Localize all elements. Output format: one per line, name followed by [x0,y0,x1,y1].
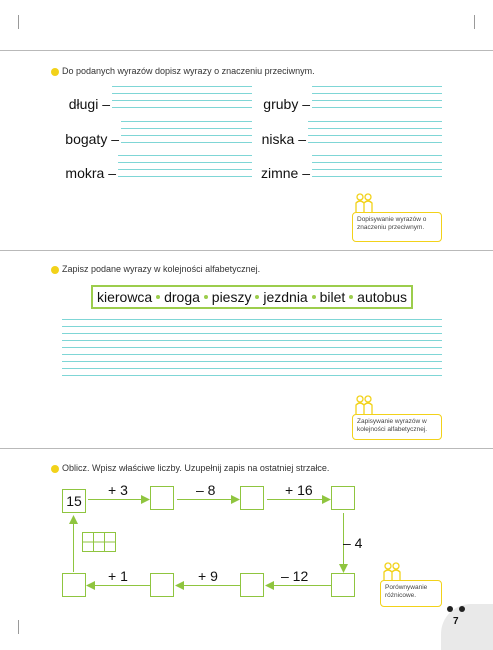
crop-mark [18,620,19,634]
arrow [73,522,74,572]
antonym-prompt: długi – [68,96,110,112]
task-instruction: Oblicz. Wpisz właściwe liczby. Uzupełnij zapis na ostatniej strzałce. [62,463,330,473]
skill-note: Porównywanie różnicowe. [380,580,442,607]
arrowhead-icon [231,495,240,504]
antonym-prompt: niska – [261,131,306,147]
arrowhead-icon [339,564,348,573]
task-bullet [51,68,59,76]
crop-mark [18,15,19,29]
answer-box[interactable] [331,573,355,597]
task-instruction: Zapisz podane wyrazy w kolejności alfabetycznej. [62,264,261,274]
writing-lines[interactable] [62,319,442,382]
crop-mark [474,15,475,29]
page-number: 7 [453,616,459,627]
operation-label: + 16 [285,482,313,498]
operation-label: + 1 [108,568,128,584]
word-item: kierowca [96,289,153,305]
section-divider [0,250,493,251]
children-icon [381,561,403,583]
section-divider [0,50,493,51]
arrow [177,499,236,500]
arrowhead-icon [86,581,95,590]
task-bullet [51,266,59,274]
arrowhead-icon [175,581,184,590]
arrow [181,585,240,586]
separator-dot [255,295,259,299]
answer-box[interactable] [240,486,264,510]
arrowhead-icon [322,495,331,504]
antonym-prompt: zimne – [260,165,310,181]
word-item: pieszy [211,289,252,305]
word-item: jezdnia [263,289,308,305]
arrow [88,499,146,500]
antonym-prompt: mokra – [65,165,116,181]
separator-dot [312,295,316,299]
antonym-prompt: gruby – [263,96,310,112]
operation-label: – 12 [281,568,309,584]
antonym-prompt: bogaty – [65,131,119,147]
answer-box[interactable] [240,573,264,597]
skill-note: Zapisywanie wyrazów w kolejności alfabetycznej. [352,414,442,440]
writing-lines[interactable] [312,86,442,114]
writing-lines[interactable] [118,155,252,183]
writing-lines[interactable] [112,86,252,114]
decor-dot [459,606,465,612]
writing-lines[interactable] [312,155,442,183]
task-instruction: Do podanych wyrazów dopisz wyrazy o znaczeniu przeciwnym. [62,66,315,76]
children-icon [353,192,375,214]
task-bullet [51,465,59,473]
arrow [271,585,331,586]
answer-box[interactable] [62,573,86,597]
decor-dot [447,606,453,612]
answer-box[interactable] [331,486,355,510]
answer-box[interactable] [150,573,174,597]
arrowhead-icon [69,515,78,524]
writing-lines[interactable] [121,121,252,149]
operation-label: + 3 [108,482,128,498]
separator-dot [204,295,208,299]
children-icon [353,394,375,416]
operation-label: + 9 [198,568,218,584]
arrowhead-icon [141,495,150,504]
operation-label: – 4 [343,535,363,551]
arrowhead-icon [265,581,274,590]
separator-dot [349,295,353,299]
answer-box[interactable] [150,486,174,510]
operation-label: – 8 [196,482,216,498]
separator-dot [156,295,160,299]
word-item: autobus [357,289,407,305]
section-divider [0,448,493,449]
arrow [92,585,150,586]
word-item: bilet [319,289,346,305]
word-item: droga [164,289,200,305]
writing-lines[interactable] [308,121,442,149]
grid-icon [82,532,116,552]
arrow [267,499,327,500]
skill-note: Dopisywanie wyrazów o znaczeniu przeciwnym. [352,212,442,242]
word-bank [91,285,413,309]
start-number-box: 15 [62,489,86,513]
